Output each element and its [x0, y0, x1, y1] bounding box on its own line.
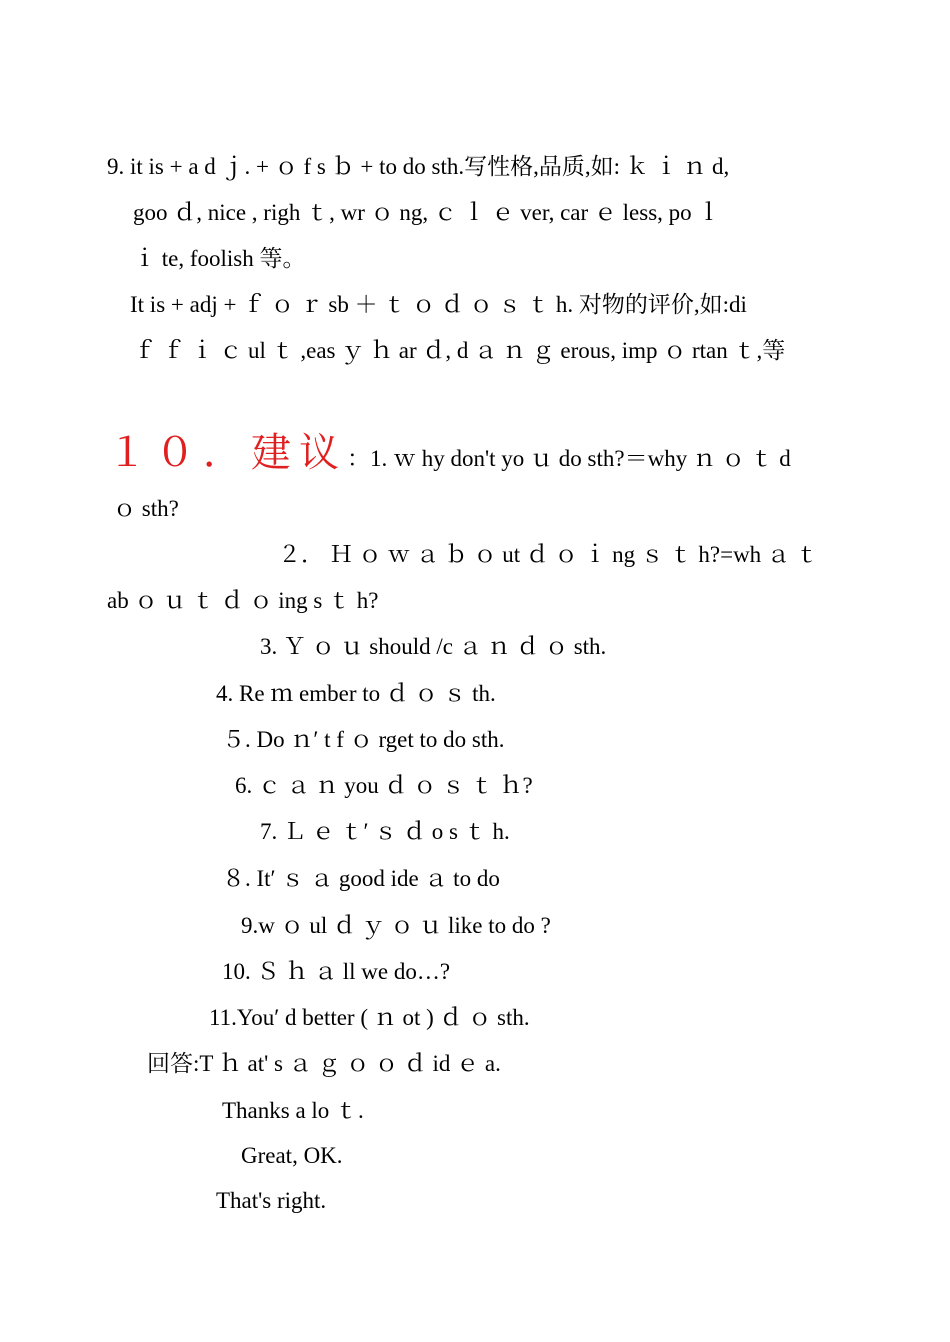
s10-item-5: ５. Do ｎ′ t f ｏ rget to do sth.: [222, 727, 505, 752]
s9-line-1: 9. it is + a d ｊ. + ｏ f s ｂ + to do sth.写性格,品质,如: ｋ ｉ ｎ d,: [107, 154, 730, 179]
s9-line-3: ｉ te, foolish 等。: [133, 246, 306, 271]
s10-heading-line: [107, 430, 791, 482]
s9-line-2: goo ｄ, nice , righ ｔ, wr ｏ ng, ｃ ｌ ｅ ver, car ｅ less, po ｌ: [133, 200, 721, 225]
s10-item-8: ８. It′ ｓ ａ good ide ａ to do: [222, 866, 500, 891]
s10-item-6: 6. ｃ ａ ｎ you ｄ ｏ ｓ ｔ ｈ?: [235, 773, 533, 798]
s10-item-2-cont: ab ｏ ｕ ｔ ｄ ｏ ing s ｔ h?: [107, 588, 379, 613]
answer-3: That's right.: [216, 1188, 327, 1213]
answer-2: Great, OK.: [241, 1143, 343, 1168]
s10-item-2: ２． Ｈ ｏ ｗ ａ ｂ ｏ ut ｄ ｏ ｉ ng ｓ ｔ h?=wh ａ ｔ: [278, 542, 819, 567]
s10-intro-cont: ｏ sth?: [113, 496, 179, 521]
s10-intro: ：1. ｗ hy don't yo ｕ do sth?＝why ｎ ｏ ｔ d: [347, 446, 791, 471]
s10-item-7: 7. Ｌ ｅ ｔ′ ｓ ｄ o s ｔ h.: [260, 819, 510, 844]
answer-1: Thanks a lo ｔ.: [222, 1098, 364, 1123]
s9-line-5: ｆ ｆ ｉ ｃ ul ｔ ,eas ｙ ｈ ar ｄ, d ａ ｎ ｇ erous, imp ｏ rtan ｔ,等: [133, 338, 786, 363]
s10-item-11: 11.You′ d better ( ｎ ot ) ｄ ｏ sth.: [209, 1005, 530, 1030]
answers-label: 回答:T ｈ at' s ａ ｇ ｏ ｏ ｄ id ｅ a.: [147, 1051, 501, 1076]
s10-item-10: 10. Ｓ ｈ ａ ll we do…?: [222, 959, 451, 984]
s10-item-3: 3. Ｙ ｏ ｕ should /c ａ ｎ ｄ ｏ sth.: [260, 634, 607, 659]
s10-item-4: 4. Re ｍ ember to ｄ ｏ ｓ th.: [216, 681, 496, 706]
s10-item-9: 9.w ｏ ul ｄ ｙ ｏ ｕ like to do ?: [241, 913, 551, 938]
s10-heading: １０．建议: [107, 430, 347, 476]
s9-line-4: It is + adj + ｆ ｏ ｒ sb ＋ ｔ ｏ ｄ ｏ ｓ ｔ h. 对物的评价,如:di: [130, 292, 747, 317]
